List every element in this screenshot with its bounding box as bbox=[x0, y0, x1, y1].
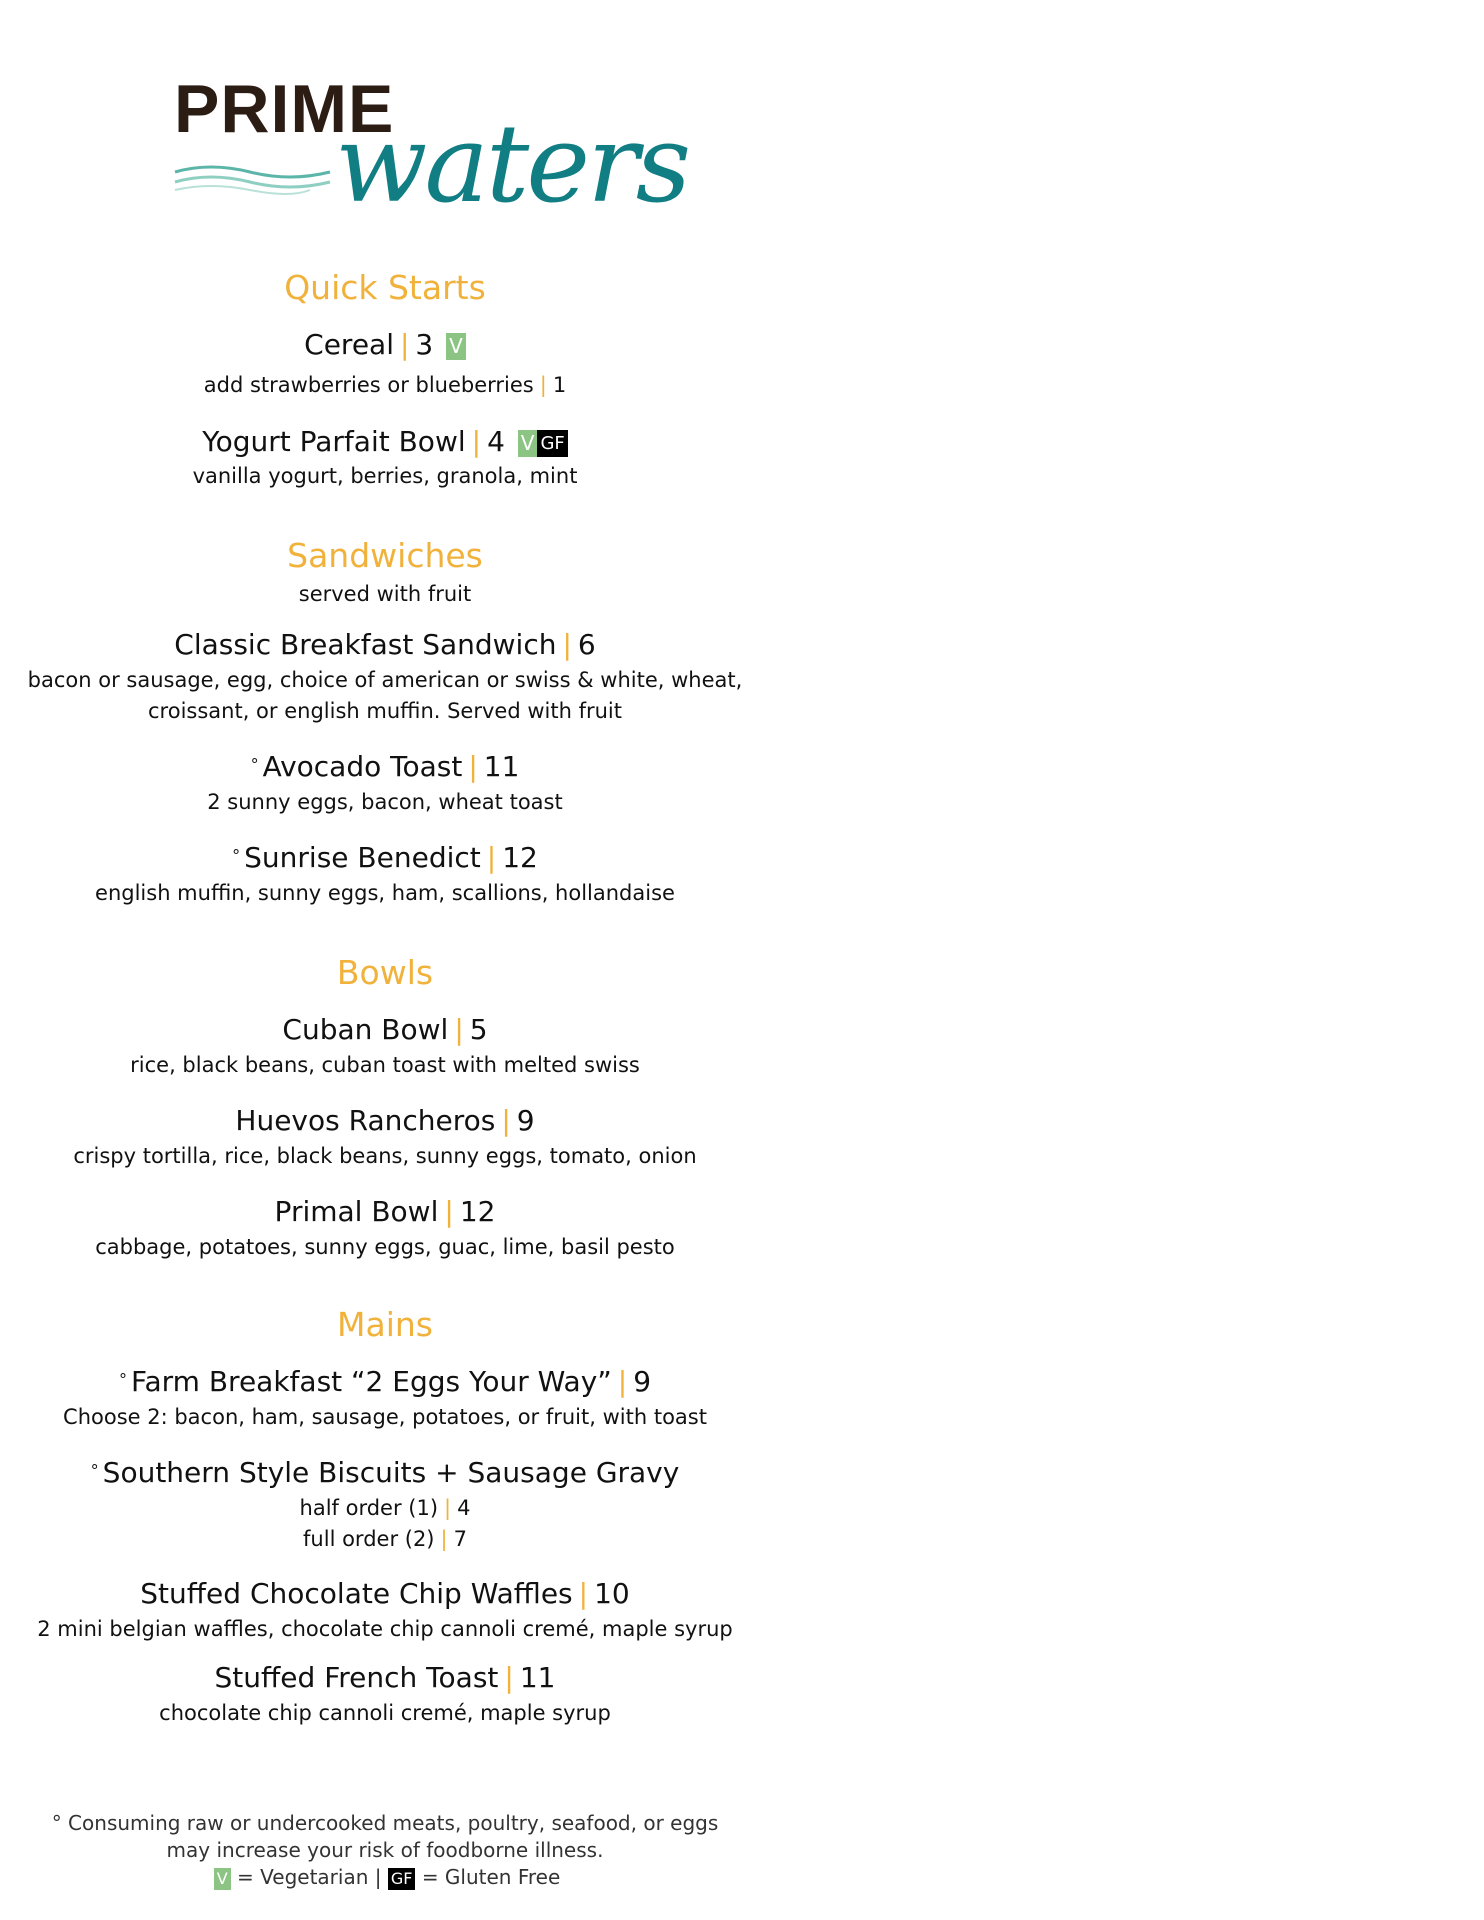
disclaimer-line: ° Consuming raw or undercooked meats, poultry, seafood, or eggs bbox=[51, 1811, 719, 1835]
vegetarian-badge: V bbox=[446, 333, 466, 360]
option-price: 7 bbox=[453, 1527, 467, 1551]
raw-warning-mark: ° bbox=[118, 1370, 127, 1389]
menu-item-desc: crispy tortilla, rice, black beans, sunny eggs, tomato, onion bbox=[73, 1144, 697, 1168]
option-label: half order (1) bbox=[299, 1496, 439, 1520]
item-name: Sunrise Benedict bbox=[244, 841, 481, 874]
price-separator: | bbox=[504, 1661, 514, 1694]
item-name: Farm Breakfast “2 Eggs Your Way” bbox=[130, 1365, 612, 1398]
menu-item-classic-sandwich bbox=[0, 628, 770, 661]
menu-item-desc: 2 mini belgian waffles, chocolate chip cannoli cremé, maple syrup bbox=[37, 1617, 733, 1641]
legend bbox=[0, 1864, 770, 1891]
addon-text: add strawberries or blueberries bbox=[203, 373, 534, 397]
price-separator: | bbox=[617, 1365, 628, 1398]
item-price: 10 bbox=[594, 1577, 630, 1610]
price-separator: | bbox=[486, 841, 497, 874]
price-separator: | bbox=[578, 1577, 589, 1610]
price-separator: | bbox=[444, 1496, 452, 1520]
legend-divider: | bbox=[374, 1865, 382, 1889]
item-price: 9 bbox=[633, 1365, 652, 1398]
price-separator: | bbox=[444, 1195, 454, 1228]
menu-item-sunrise-benedict bbox=[0, 841, 770, 874]
desc-line: croissant, or english muffin. Served with fruit bbox=[148, 699, 622, 723]
section-subtitle: served with fruit bbox=[298, 582, 472, 606]
item-name: Yogurt Parfait Bowl bbox=[202, 425, 466, 458]
price-separator: | bbox=[468, 750, 478, 783]
menu-item-cereal bbox=[0, 328, 770, 361]
item-price: 4 bbox=[487, 425, 505, 458]
raw-warning-mark: ° bbox=[90, 1461, 99, 1480]
price-separator: | bbox=[501, 1104, 511, 1137]
menu-item-desc: Choose 2: bacon, ham, sausage, potatoes, or fruit, with toast bbox=[63, 1405, 707, 1429]
menu-item-huevos-rancheros bbox=[0, 1104, 770, 1137]
menu-item-stuffed-waffles bbox=[0, 1577, 770, 1610]
addon-price: 1 bbox=[552, 373, 567, 397]
logo-waters-text: waters bbox=[335, 102, 689, 227]
menu-item-desc bbox=[0, 665, 770, 727]
item-price: 11 bbox=[483, 750, 520, 783]
menu-item-desc: english muffin, sunny eggs, ham, scallions, hollandaise bbox=[95, 881, 675, 905]
item-price: 12 bbox=[459, 1195, 496, 1228]
menu-item-yogurt-parfait bbox=[0, 425, 770, 458]
raw-warning-mark: ° bbox=[250, 755, 259, 774]
menu-item-desc: vanilla yogurt, berries, granola, mint bbox=[192, 464, 578, 488]
menu-item-primal-bowl bbox=[0, 1195, 770, 1228]
section-title-quick-starts: Quick Starts bbox=[284, 268, 486, 307]
option-label: full order (2) bbox=[303, 1527, 435, 1551]
item-price: 12 bbox=[502, 841, 538, 874]
menu-item-cuban-bowl bbox=[0, 1013, 770, 1046]
price-separator: | bbox=[440, 1527, 448, 1551]
option-price: 4 bbox=[457, 1496, 471, 1520]
item-price: 11 bbox=[519, 1661, 556, 1694]
menu-item-avocado-toast bbox=[0, 750, 770, 783]
raw-warning-mark: ° bbox=[232, 846, 241, 865]
menu-item-desc: cabbage, potatoes, sunny eggs, guac, lime, basil pesto bbox=[95, 1235, 675, 1259]
gluten-free-badge: GF bbox=[388, 1868, 416, 1890]
legend-gluten-free-text: = Gluten Free bbox=[421, 1865, 561, 1889]
item-name: Cereal bbox=[304, 328, 394, 361]
menu-item-options bbox=[0, 1493, 770, 1555]
vegetarian-badge: V bbox=[518, 430, 538, 457]
menu-item-desc bbox=[0, 370, 770, 401]
menu-item-farm-breakfast bbox=[0, 1365, 770, 1398]
price-separator: | bbox=[399, 328, 410, 361]
footer-disclaimer bbox=[0, 1810, 770, 1891]
item-name: Primal Bowl bbox=[274, 1195, 439, 1228]
vegetarian-badge: V bbox=[214, 1868, 231, 1890]
desc-line: bacon or sausage, egg, choice of american or swiss & white, wheat, bbox=[27, 668, 743, 692]
section-title-sandwiches: Sandwiches bbox=[287, 536, 483, 575]
disclaimer-line: may increase your risk of foodborne illness. bbox=[166, 1838, 604, 1862]
item-name: Huevos Rancheros bbox=[235, 1104, 496, 1137]
menu-item-stuffed-french-toast bbox=[0, 1661, 770, 1694]
item-name: Cuban Bowl bbox=[282, 1013, 449, 1046]
price-separator: | bbox=[562, 628, 572, 661]
logo-waves-graphic bbox=[170, 158, 340, 198]
legend-vegetarian-text: = Vegetarian bbox=[237, 1865, 369, 1889]
item-name: Southern Style Biscuits + Sausage Gravy bbox=[102, 1456, 680, 1489]
menu-item-biscuits-gravy bbox=[0, 1456, 770, 1489]
item-price: 3 bbox=[415, 328, 434, 361]
brand-logo bbox=[170, 70, 689, 250]
logo-prime-text: PRIME bbox=[174, 71, 395, 147]
menu-item-desc: chocolate chip cannoli cremé, maple syrup bbox=[159, 1701, 611, 1725]
price-separator: | bbox=[454, 1013, 464, 1046]
option-half bbox=[0, 1493, 770, 1524]
menu-item-desc: rice, black beans, cuban toast with melted swiss bbox=[130, 1053, 640, 1077]
price-separator: | bbox=[471, 425, 482, 458]
section-title-bowls: Bowls bbox=[336, 953, 434, 992]
gluten-free-badge: GF bbox=[537, 430, 567, 457]
item-name: Stuffed Chocolate Chip Waffles bbox=[140, 1577, 573, 1610]
item-price: 9 bbox=[516, 1104, 535, 1137]
option-full bbox=[0, 1524, 770, 1555]
section-title-mains: Mains bbox=[337, 1305, 433, 1344]
item-price: 5 bbox=[469, 1013, 488, 1046]
item-price: 6 bbox=[577, 628, 596, 661]
menu-item-desc: 2 sunny eggs, bacon, wheat toast bbox=[207, 790, 563, 814]
price-separator: | bbox=[539, 373, 547, 397]
item-name: Classic Breakfast Sandwich bbox=[174, 628, 557, 661]
item-name: Stuffed French Toast bbox=[214, 1661, 499, 1694]
item-name: Avocado Toast bbox=[262, 750, 463, 783]
